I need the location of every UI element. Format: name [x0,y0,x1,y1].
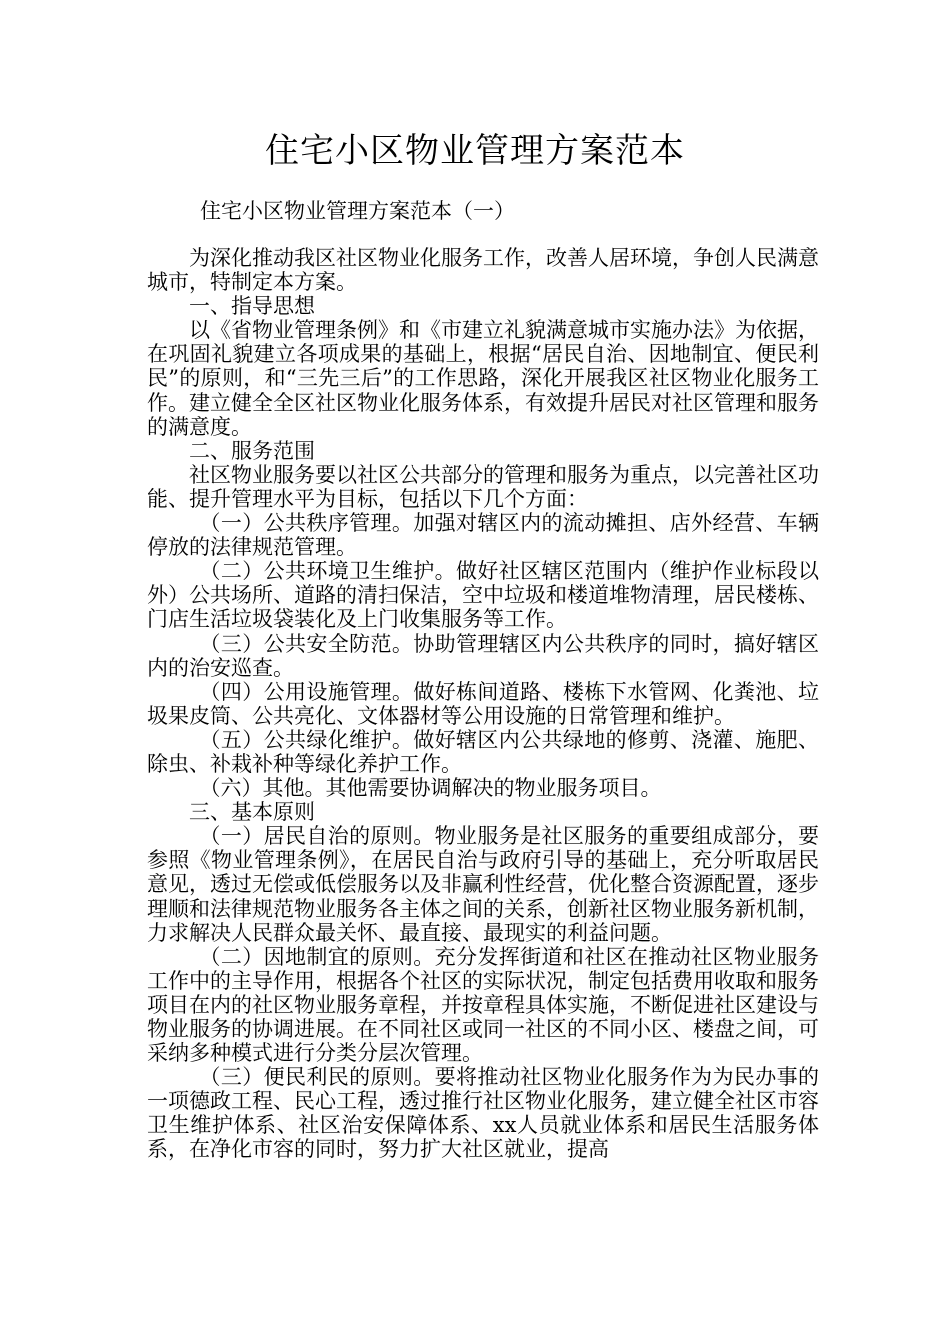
list-item: （六）其他。其他需要协调解决的物业服务项目。 [199,776,662,801]
list-item: （四）公用设施管理。做好栋间道路、楼栋下水管网、化粪池、垃圾果皮筒、公共亮化、文体器材等公用设施的日常管理和维护。 [147,679,819,728]
document-subtitle: 住宅小区物业管理方案范本（一） [200,199,515,223]
paragraph-intro: 为深化推动我区社区物业化服务工作，改善人居环境，争创人民满意城市，特制定本方案。 [147,246,819,295]
list-item: （三）公共安全防范。协助管理辖区内公共秩序的同时，搞好辖区内的治安巡查。 [147,631,819,680]
list-item: （一）公共秩序管理。加强对辖区内的流动摊担、店外经营、车辆停放的法律规范管理。 [147,511,819,560]
paragraph: 社区物业服务要以社区公共部分的管理和服务为重点，以完善社区功能、提升管理水平为目标，包括以下几个方面： [147,462,819,511]
document-body [147,246,819,1162]
section-heading-1: 一、指导思想 [189,294,315,319]
document-title: 住宅小区物业管理方案范本 [265,131,685,171]
paragraph: 以《省物业管理条例》和《市建立礼貌满意城市实施办法》为依据，在巩固礼貌建立各项成果的基础上，根据“居民自治、因地制宜、便民利民”的原则，和“三先三后”的工作思路，深化开展我区社区物业化服务工作。建立健全全区社区物业化服务体系，有效提升居民对社区管理和服务的满意度。 [147,318,819,439]
list-item: （三）便民利民的原则。要将推动社区物业化服务作为为民办事的一项德政工程、民心工程，透过推行社区物业化服务，建立健全社区市容卫生维护体系、社区治安保障体系、xx人员就业体系和居民生活服务体系，在净化市容的同时，努力扩大社区就业，提高 [147,1065,819,1162]
list-item: （一）居民自治的原则。物业服务是社区服务的重要组成部分，要参照《物业管理条例》，在居民自治与政府引导的基础上，充分听取居民意见，透过无偿或低偿服务以及非赢利性经营，优化整合资源配置，逐步理顺和法律规范物业服务各主体之间的关系，创新社区物业服务新机制，力求解决人民群众最关怀、最直接、最现实的利益问题。 [147,824,819,945]
section-heading-3: 三、基本原则 [189,800,315,825]
list-item: （五）公共绿化维护。做好辖区内公共绿地的修剪、浇灌、施肥、除虫、补栽补种等绿化养护工作。 [147,727,819,776]
list-item: （二）公共环境卫生维护。做好社区辖区范围内（维护作业标段以外）公共场所、道路的清扫保洁，空中垃圾和楼道堆物清理，居民楼栋、门店生活垃圾袋装化及上门收集服务等工作。 [147,559,819,632]
list-item: （二）因地制宜的原则。充分发挥街道和社区在推动社区物业服务工作中的主导作用，根据各个社区的实际状况，制定包括费用收取和服务项目在内的社区物业服务章程，并按章程具体实施，不断促进社区建设与物业服务的协调进展。在不同社区或同一社区的不同小区、楼盘之间，可采纳多种模式进行分类分层次管理。 [147,944,819,1066]
section-heading-2: 二、服务范围 [189,438,315,463]
